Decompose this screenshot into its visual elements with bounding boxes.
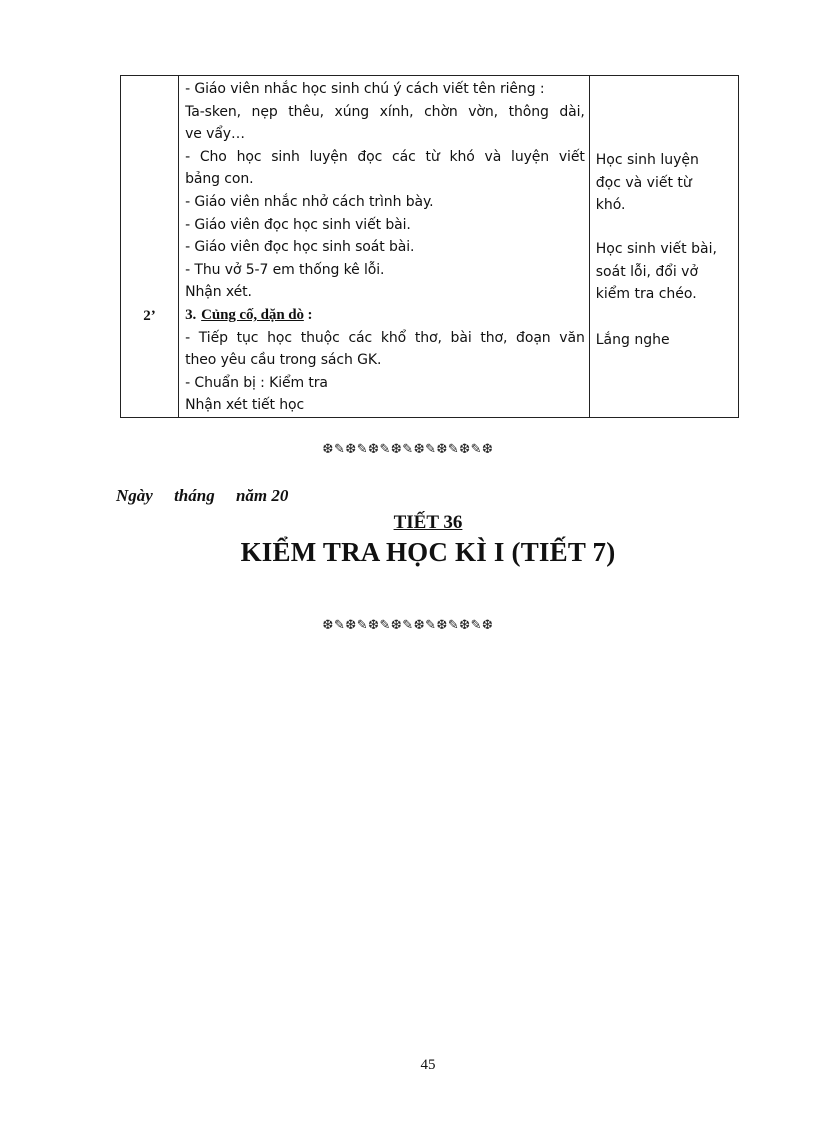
ornament-divider-bottom: ❆✎❆✎❆✎❆✎❆✎❆✎❆✎❆ <box>322 618 494 633</box>
time-cell <box>121 76 179 418</box>
date-line: Ngày tháng năm 20 <box>116 486 289 505</box>
teacher-activities-cell <box>179 76 590 418</box>
time-label: 2’ <box>143 308 156 324</box>
teacher-line: - Tiếp tục học thuộc các khổ thơ, bài thơ, đoạn văn <box>185 329 585 346</box>
student-note-line: đọc và viết từ <box>595 174 692 191</box>
section-colon: : <box>303 306 313 323</box>
section-title: Củng cố, dặn dò <box>201 306 304 323</box>
student-activities-cell <box>589 76 738 418</box>
teacher-line: - Giáo viên đọc học sinh viết bài. <box>185 216 411 233</box>
student-note <box>596 238 734 306</box>
teacher-line: - Giáo viên nhắc nhở cách trình bày. <box>185 193 434 210</box>
lesson-number: TIẾT 36 <box>393 512 463 533</box>
student-note-line: khó. <box>595 197 626 214</box>
lesson-plan-table <box>120 75 739 418</box>
student-note <box>596 149 734 217</box>
table-row <box>121 76 739 418</box>
teacher-line: - Giáo viên nhắc học sinh chú ý cách viết tên riêng : <box>185 81 545 97</box>
teacher-line: theo yêu cầu trong sách GK. <box>185 352 382 369</box>
ornament-divider-top: ❆✎❆✎❆✎❆✎❆✎❆✎❆✎❆ <box>322 442 494 457</box>
page-number: 45 <box>420 1057 436 1073</box>
teacher-line: - Giáo viên đọc học sinh soát bài. <box>185 239 415 256</box>
teacher-line: Ta-sken, nẹp thêu, xúng xính, chờn vờn, thông dài, <box>185 103 585 120</box>
student-note <box>596 329 734 352</box>
student-note-line: Lắng nghe <box>595 332 670 348</box>
teacher-line: - Chuẩn bị : Kiểm tra <box>185 374 328 391</box>
teacher-line: Nhận xét tiết học <box>185 397 305 414</box>
teacher-line: bảng con. <box>185 171 254 188</box>
teacher-line: - Cho học sinh luyện đọc các từ khó và luyện viết <box>185 148 585 165</box>
student-note-line: soát lỗi, đổi vở <box>595 263 699 280</box>
teacher-line: - Thu vở 5-7 em thống kê lỗi. <box>185 261 385 278</box>
section-heading <box>185 304 585 327</box>
teacher-line: Nhận xét. <box>185 284 252 301</box>
student-note-line: Học sinh luyện <box>595 152 699 168</box>
section-number: 3. <box>185 306 197 323</box>
teacher-line: ve vẩy… <box>185 126 245 143</box>
page-title: KIỂM TRA HỌC KÌ I (TIẾT 7) <box>240 537 616 567</box>
student-note-line: Học sinh viết bài, <box>595 241 717 257</box>
student-note-line: kiểm tra chéo. <box>595 286 697 303</box>
